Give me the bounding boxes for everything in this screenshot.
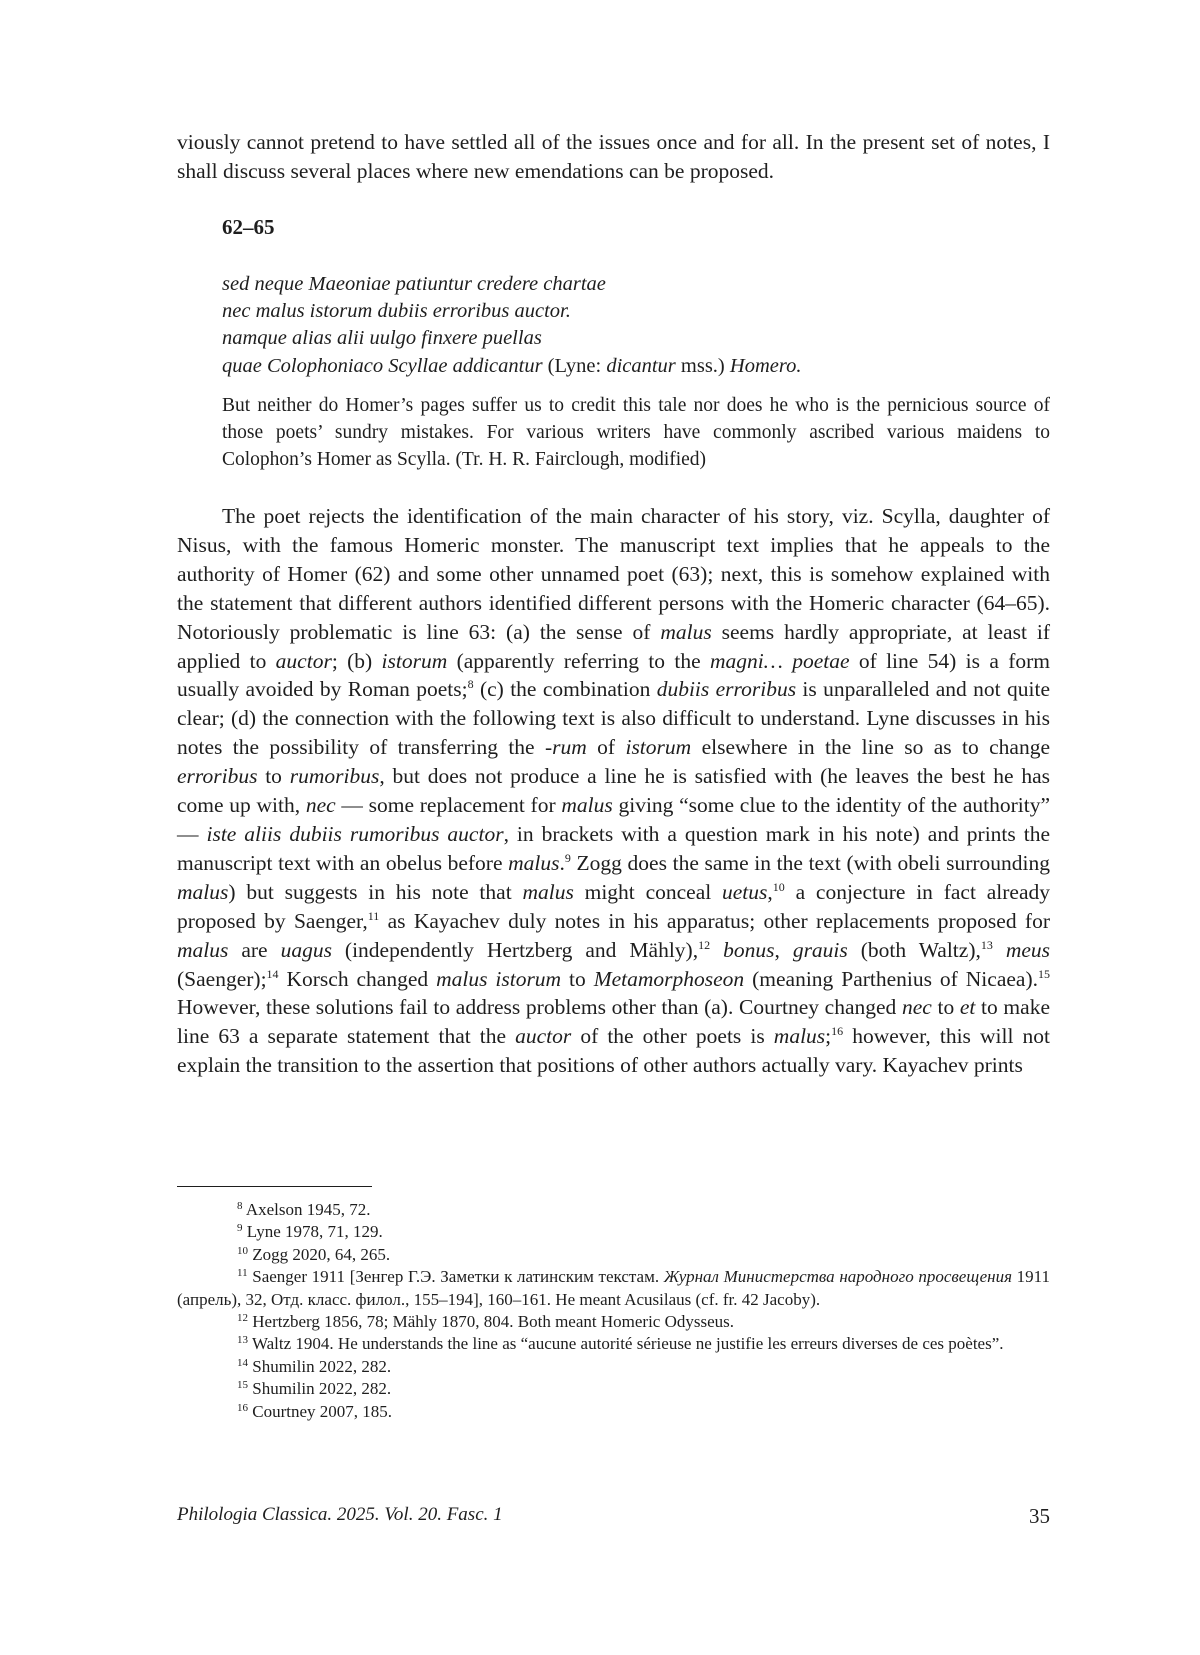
translation: But neither do Homer’s pages suffer us to credit this tale nor does he who is the pernicious source of those poets’ sundry mistakes. For various writers have commonly ascribed various maidens to Colophon’s Homer as Scylla. (Tr. H. R. Fairclough, modified)	[222, 395, 1050, 471]
verse-line: sed neque Maeoniae patiuntur credere chartae	[222, 273, 606, 295]
footnote: $^9$ Lyne 1978, 71, 129.	[237, 1222, 383, 1242]
footnote: $^{13}$ Waltz 1904. He understands the line as “aucune autorité sérieuse ne justifie les erreurs diverses de ces poètes”.	[237, 1334, 1004, 1354]
footnote-ref: 16	[831, 1024, 844, 1039]
footnote-ref: 13	[980, 937, 993, 952]
footnote-ref: 9	[564, 850, 571, 865]
footnote-ref: 12	[698, 937, 711, 952]
footnote: $^{15}$ Shumilin 2022, 282.	[237, 1379, 392, 1399]
footnote: $^{10}$ Zogg 2020, 64, 265.	[237, 1244, 391, 1264]
footnote-ref: 14	[266, 966, 279, 981]
footnote: $^{14}$ Shumilin 2022, 282.	[237, 1356, 392, 1376]
verse-line: nec malus istorum dubiis erroribus auctor.	[222, 300, 571, 323]
verse-line: quae Colophoniaco Scyllae addicantur (Lyne: dicantur mss.) Homero.	[222, 354, 802, 377]
footnote-ref: 8	[467, 677, 474, 692]
footnote: $^{16}$ Courtney 2007, 185.	[237, 1401, 393, 1421]
page	[177, 0, 1050, 1655]
section-heading: 62–65	[222, 215, 275, 239]
footnote: $^{12}$ Hertzberg 1856, 78; Mähly 1870, 804. Both meant Homeric Odysseus.	[237, 1312, 735, 1332]
footnote-ref: 15	[1037, 966, 1050, 981]
page-number: 35	[1029, 1504, 1050, 1528]
footnote-ref: 10	[772, 879, 785, 894]
footnotes	[177, 1199, 1050, 1423]
verse-quotation	[222, 271, 1050, 380]
verse-line: namque alias alii uulgo finxere puellas	[222, 327, 542, 350]
page-footer	[177, 1504, 1050, 1529]
footnote-ref: 11	[367, 908, 380, 923]
footnote: $^{11}$ Saenger 1911 [Зенгер Г.Э. Заметки к латинским текстам. Журнал Министерства народного просвещения 1911 (апрель), 32, Отд. класс. филол., 155–194], 160–161. He meant Acusilaus (cf. fr. 42 Jacoby).	[177, 1267, 1051, 1309]
body-text	[177, 502, 1050, 1080]
footnote: $^8$ Axelson 1945, 72.	[237, 1200, 371, 1219]
intro-paragraph: viously cannot pretend to have settled all of the issues once and for all. In the present set of notes, I shall discuss several places where new emendations can be proposed.	[177, 130, 1050, 183]
journal-name: Philologia Classica. 2025. Vol. 20. Fasc. 1	[177, 1504, 503, 1525]
body-paragraph: The poet rejects the identification of the main character of his story, viz. Scylla, daughter of Nisus, with the famous Homeric monster. The manuscript text implies that he appeals to the authority of Homer (62) and some other unnamed poet (63); next, this is somehow explained with the statement that different authors identified different persons with the Homeric character (64–65). Notoriously problematic is line 63: (a) the sense of malus seems hardly appropriate, at least if applied to auctor; (b) istorum (apparently referring to the magni… poetae of line 54) is a form usually avoided by Roman poets;$^8$ (c) the combination dubiis erroribus is unparalleled and not quite clear; (d) the connection with the following text is also difficult to understand. Lyne discusses in his notes the possibility of transferring the -rum of istorum elsewhere in the line so as to change erroribus to rumoribus, but does not produce a line he is satisfied with (he leaves the best he has come up with, nec — some replacement for malus giving “some clue to the identity of the authority” — iste aliis dubiis rumoribus auctor, in brackets with a question mark in his note) and prints the manuscript text with an obelus before malus.$^9$ Zogg does the same in the text (with obeli surrounding malus) but suggests in his note that malus might conceal uetus,$^{10}$ a conjecture in fact already proposed by Saenger,$^{11}$ as Kayachev duly notes in his apparatus; other replacements proposed for malus are uagus (independently Hertzberg and Mähly),$^{12}$ bonus, grauis (both Waltz),$^{13}$ meus (Saenger);$^{14}$ Korsch changed malus istorum to Metamorphoseon (meaning Parthenius of Nicaea).$^{15}$ However, these solutions fail to address problems other than (a). Courtney changed nec to et to make line 63 a separate statement that the auctor of the other poets is malus;$^{16}$ however, this will not explain the transition to the assertion that positions of other authors actually vary. Kayachev prints	[177, 504, 1051, 1078]
footnote-divider	[177, 1186, 372, 1187]
